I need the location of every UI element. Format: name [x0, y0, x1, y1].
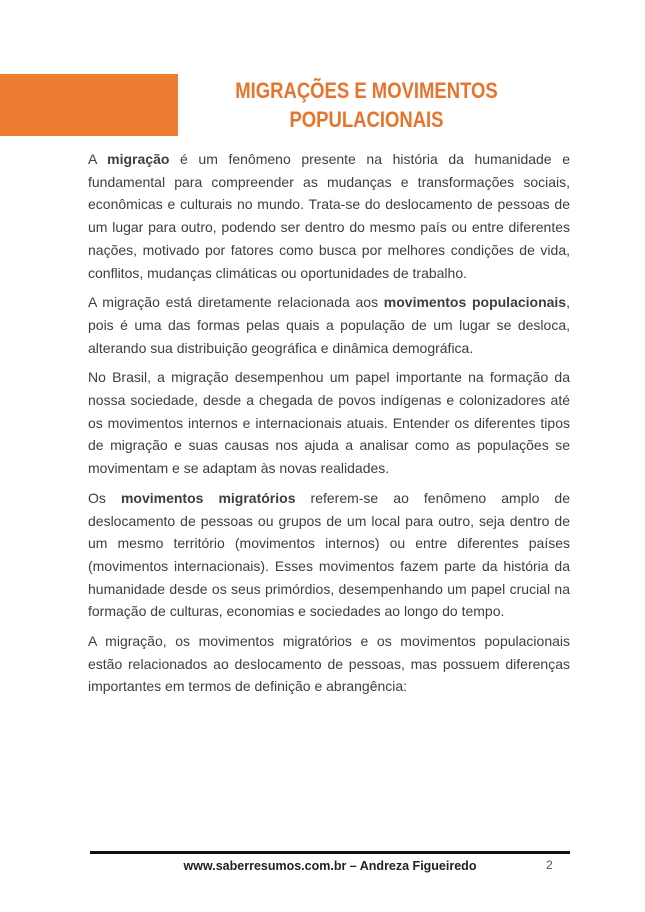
footer-rule [90, 851, 570, 854]
document-title [178, 76, 555, 134]
paragraph: Os movimentos migratórios referem-se ao fenômeno amplo de deslocamento de pessoas ou grupos de um local para outro, seja dentro de um mesmo território (movimentos internos) ou entre diferentes países (movimentos internacionais). Esses movimentos fazem parte da história da humanidade desde os seus primórdios, desempenhando um papel crucial na formação de culturas, economias e sociedades ao longo do tempo. [88, 489, 570, 620]
title-line-1: MIGRAÇÕES E MOVIMENTOS [235, 78, 498, 103]
paragraph: No Brasil, a migração desempenhou um papel importante na formação da nossa sociedade, desde a chegada de povos indígenas e colonizadores até os movimentos internos e internacionais atuais. Entender os diferentes tipos de migração e suas causas nos ajuda a analisar como as populações se movimentam e se adaptam às novas realidades. [88, 369, 570, 477]
page-number: 2 [546, 858, 553, 872]
title-line-2: POPULACIONAIS [289, 107, 444, 132]
paragraph: A migração é um fenômeno presente na história da humanidade e fundamental para compreender as mudanças e transformações sociais, econômicas e culturais no mundo. Trata-se do deslocamento de pessoas de um lugar para outro, podendo ser dentro do mesmo país ou entre diferentes nações, motivado por fatores como busca por melhores condições de vida, conflitos, mudanças climáticas ou oportunidades de trabalho. [88, 151, 570, 281]
body-paragraphs [88, 148, 570, 705]
accent-bar [0, 74, 178, 136]
footer-credit: www.saberresumos.com.br – Andreza Figueiredo [183, 859, 477, 873]
paragraph: A migração, os movimentos migratórios e os movimentos populacionais estão relacionados ao deslocamento de pessoas, mas possuem diferenças importantes em termos de definição e abrangência: [88, 633, 570, 695]
paragraph: A migração está diretamente relacionada aos movimentos populacionais, pois é uma das formas pelas quais a população de um lugar se desloca, alterando sua distribuição geográfica e dinâmica demográfica. [88, 294, 570, 356]
